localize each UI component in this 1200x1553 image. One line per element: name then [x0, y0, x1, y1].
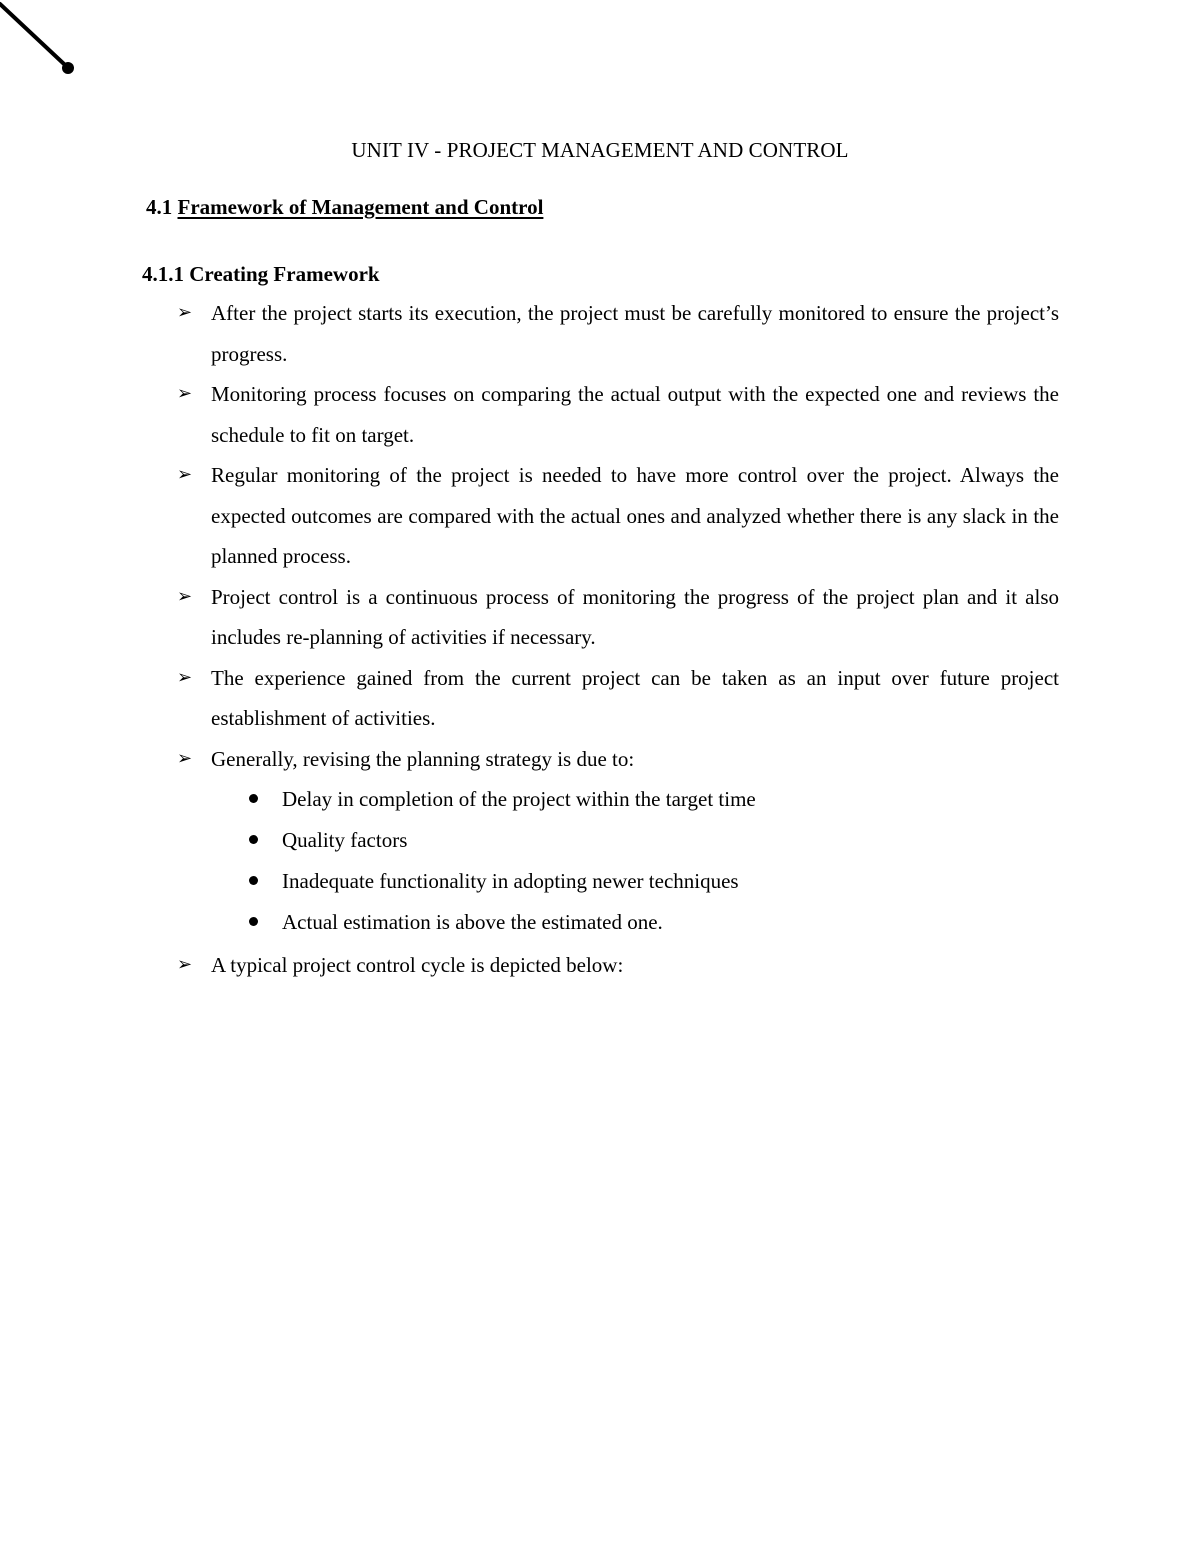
list-item	[140, 455, 1059, 577]
arrowhead-bullet-icon: ➢	[177, 747, 193, 769]
list-item	[140, 945, 1059, 986]
sub-point-text: Actual estimation is above the estimated one.	[282, 910, 663, 934]
point-text: The experience gained from the current project can be taken as an input over future project establishment of activities.	[211, 665, 1059, 730]
list-item	[140, 658, 1059, 739]
sub-point-text: Inadequate functionality in adopting newer techniques	[282, 869, 739, 893]
arrowhead-bullet-icon: ➢	[177, 464, 193, 485]
list-item	[211, 779, 1059, 820]
list-item	[140, 739, 1059, 944]
point-text: A typical project control cycle is depicted below:	[211, 953, 624, 977]
point-text: Project control is a continuous process of monitoring the progress of the project plan and it also includes re-planning of activities if necessary.	[211, 584, 1059, 649]
pin-arrow-icon	[0, 0, 90, 90]
list-item	[140, 293, 1059, 374]
list-item	[211, 902, 1059, 943]
section-heading	[146, 195, 1060, 220]
arrowhead-bullet-icon: ➢	[177, 954, 193, 975]
list-item	[140, 577, 1059, 658]
section-number: 4.1	[146, 195, 173, 219]
arrowhead-bullet-icon: ➢	[177, 585, 193, 607]
arrowhead-bullet-icon: ➢	[177, 302, 193, 323]
list-item	[211, 861, 1059, 902]
section-title: Framework of Management and Control	[177, 195, 544, 219]
list-item	[211, 820, 1059, 861]
arrowhead-bullet-icon: ➢	[177, 383, 193, 404]
sub-point-text: Quality factors	[282, 828, 408, 852]
round-bullet-icon	[249, 794, 258, 803]
sub-point-text: Delay in completion of the project within the target time	[282, 787, 756, 811]
round-bullet-icon	[249, 876, 258, 885]
round-bullet-icon	[249, 835, 258, 844]
point-text: Monitoring process focuses on comparing the actual output with the expected one and reviews the schedule to fit on target.	[211, 382, 1059, 447]
point-text: After the project starts its execution, the project must be carefully monitored to ensure the project’s progress.	[211, 301, 1059, 366]
revision-causes-list	[211, 779, 1059, 943]
framework-points-list	[140, 293, 1060, 986]
list-item	[140, 374, 1059, 455]
subsection-heading: 4.1.1 Creating Framework	[142, 262, 380, 286]
document-page	[140, 138, 1060, 986]
unit-title: UNIT IV - PROJECT MANAGEMENT AND CONTROL	[351, 138, 849, 162]
point-text: Regular monitoring of the project is needed to have more control over the project. Always the expected outcomes are compared with the actual ones and analyzed whether there is any slack in the planned process.	[211, 463, 1059, 568]
round-bullet-icon	[249, 917, 258, 926]
point-text: Generally, revising the planning strategy is due to:	[211, 746, 635, 771]
arrowhead-bullet-icon: ➢	[177, 666, 193, 688]
